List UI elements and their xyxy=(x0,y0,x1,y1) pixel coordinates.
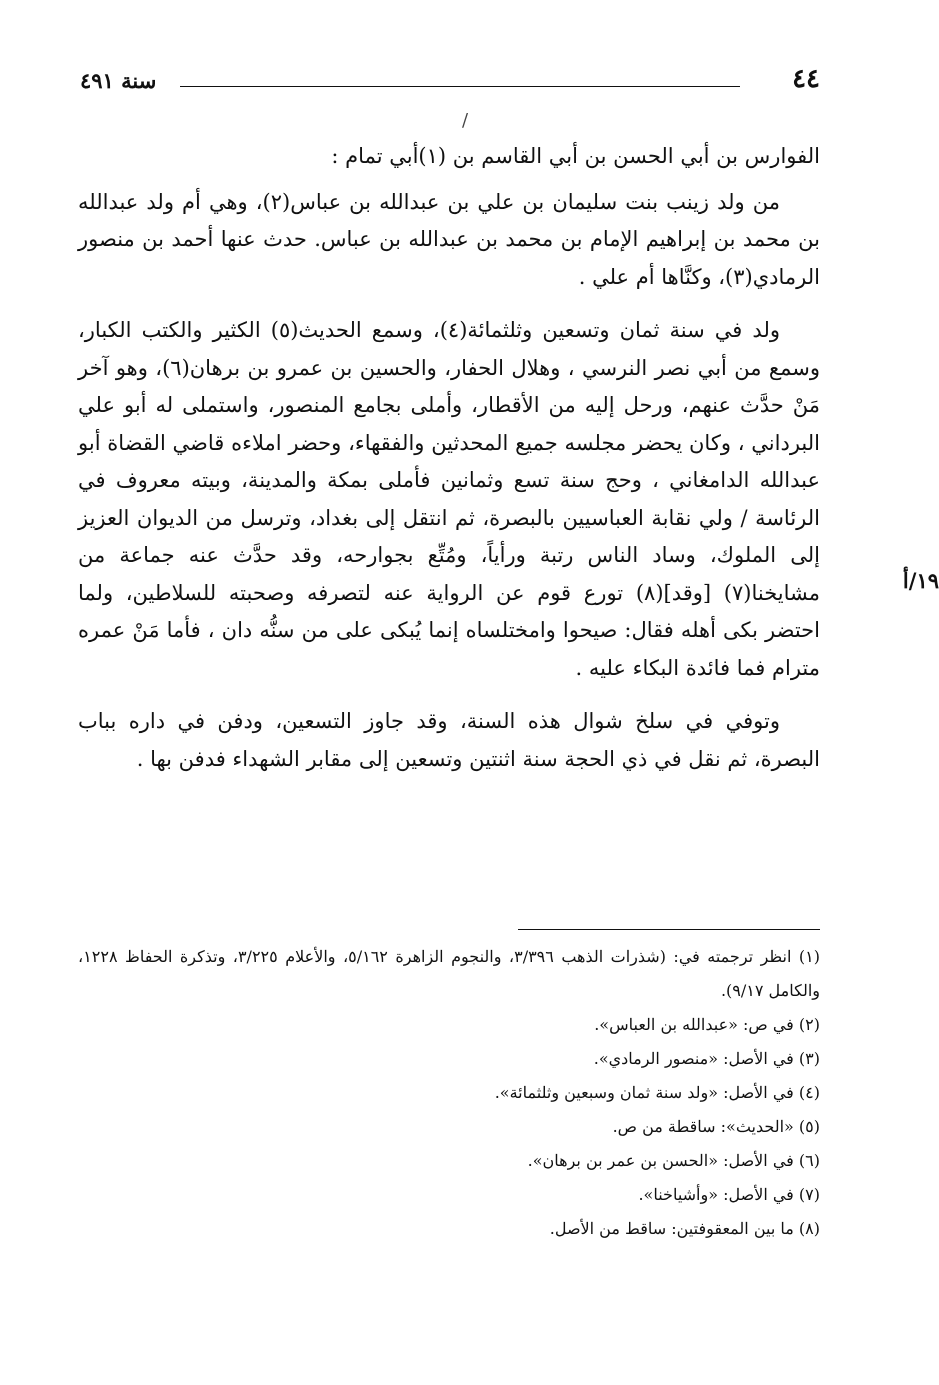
header-rule xyxy=(180,86,740,87)
paragraph-lineage: من ولد زينب بنت سليمان بن علي بن عبدالله بن عباس(٢)، وهي أم ولد عبدالله بن محمد بن إبراهيم الإمام بن محمد بن عبدالله بن عباس. حدث عنها أحمد بن منصور الرمادي(٣)، وكنَّاها أم علي . xyxy=(78,189,820,289)
footnote-6: (٦) في الأصل: «الحسن بن عمر بن برهان». xyxy=(527,1151,820,1170)
main-text xyxy=(78,138,820,794)
footnotes xyxy=(78,940,820,1246)
manuscript-folio-note: ١٩/أ xyxy=(902,568,939,593)
footnote-3: (٣) في الأصل: «منصور الرمادي». xyxy=(593,1049,820,1068)
paragraph-death: وتوفي في سلخ شوال هذه السنة، وقد جاوز التسعين، ودفن في داره بباب البصرة، ثم نقل في ذي الحجة سنة اثنتين وتسعين إلى مقابر الشهداء فدفن بها . xyxy=(78,709,820,771)
footnote-2: (٢) في ص: «عبدالله بن العباس». xyxy=(594,1015,820,1034)
footnote-5: (٥) «الحديث»: ساقطة من ص. xyxy=(612,1117,820,1136)
footnote-rule xyxy=(518,929,820,930)
footnote-4: (٤) في الأصل: «ولد سنة ثمان وسبعين وثلثمائة». xyxy=(494,1083,820,1102)
page-number: ٤٤ xyxy=(792,64,820,94)
entry-heading: الفوارس بن أبي الحسن بن أبي القاسم بن (١)أبي تمام : xyxy=(331,144,820,168)
footnote-8: (٨) ما بين المعقوفتين: ساقط من الأصل. xyxy=(549,1219,820,1238)
footnote-7: (٧) في الأصل: «وأشياخنا». xyxy=(638,1185,820,1204)
running-header xyxy=(70,62,820,102)
paragraph-biography: ولد في سنة ثمان وتسعين وثلثمائة(٤)، وسمع الحديث(٥) الكثير والكتب الكبار، وسمع من أبي نصر النرسي ، وهلال الحفار، والحسين بن عمرو بن برهان(٦)، وهو آخر مَنْ حدَّث عنهم، ورحل إليه من الأقطار، وأملى بجامع المنصور، واستملى له أبو علي البرداني ، وكان يحضر مجلسه جميع المحدثين والفقهاء، وحضر املاءه قاضي القضاة أبو عبدالله الدامغاني ، وحج سنة تسع وثمانين فأملى بمكة والمدينة، وبيته معروف في الرئاسة / ولي نقابة العباسيين بالبصرة، ثم انتقل إلى بغداد، وترسل من الديوان العزيز إلى الملوك، وساد الناس رتبة ورأياً، ومُتِّع بجوارحه، وقد حدَّث عنه جماعة من مشايخنا(٧) [وقد](٨) تورع قوم عن الرواية عنه لتصرفه وصحبته للسلاطين، ولما احتضر بكى أهله فقال: صيحوا وامختلساه إنما يُبكى على من سنُّه دان ، فأما مَنْ عمره مترام فما فائدة البكاء عليه . xyxy=(78,318,820,680)
folio-slash-mark: / xyxy=(462,110,469,131)
footnote-1: (١) انظر ترجمته في: (شذرات الذهب ٣/٣٩٦، والنجوم الزاهرة ٥/١٦٢، والأعلام ٣/٢٢٥، وتذكرة الحفاظ ١٢٢٨، والكامل ٩/١٧). xyxy=(78,947,820,1000)
header-year: سنة ٤٩١ xyxy=(80,68,157,93)
